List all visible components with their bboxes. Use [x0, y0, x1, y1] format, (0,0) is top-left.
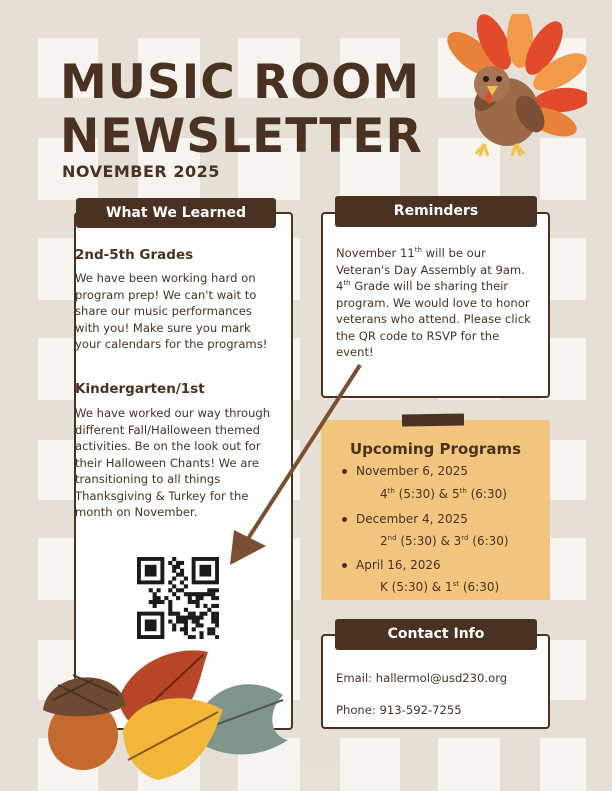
reminders-heading: Reminders	[335, 196, 537, 227]
contact-phone: Phone: 913-592-7255	[336, 703, 462, 717]
section1-title: 2nd-5th Grades	[75, 247, 194, 263]
title-line-2: NEWSLETTER	[60, 109, 423, 164]
qr-code-icon	[137, 557, 219, 639]
page-title	[60, 56, 423, 164]
turkey-icon	[432, 14, 587, 164]
program-item: December 4, 2025	[342, 512, 468, 526]
title-line-1: MUSIC ROOM	[60, 55, 420, 110]
contact-email[interactable]: Email: hallermol@usd230.org	[336, 671, 508, 685]
section2-title: Kindergarten/1st	[75, 381, 205, 397]
program-item: April 16, 2026	[342, 558, 441, 572]
learned-heading: What We Learned	[76, 198, 276, 228]
program-grades: 4th (5:30) & 5th (6:30)	[380, 487, 507, 501]
acorn-icon	[43, 675, 126, 770]
program-grades: 2nd (5:30) & 3rd (6:30)	[380, 534, 509, 548]
arrow-icon	[220, 360, 370, 570]
program-item: November 6, 2025	[342, 464, 468, 478]
program-grades: K (5:30) & 1st (6:30)	[380, 580, 500, 594]
contact-heading: Contact Info	[335, 619, 537, 650]
section2-text: We have worked our way through different Fall/Halloween themed activities. Be on the look out for their Halloween Chants! We are transitioning to all things Thanksgiving & Turkey for the month on November.	[75, 406, 271, 519]
section1-text: We have been working hard on program prep! We can't wait to share our music performances with you! Make sure you mark your calendars for the programs!	[75, 271, 268, 351]
rsvp-qr-code[interactable]	[137, 557, 219, 639]
newsletter-date: NOVEMBER 2025	[62, 162, 220, 181]
reminders-text: November 11th will be our Veteran's Day Assembly at 9am. 4th Grade will be sharing their program. We would love to honor veterans who attend. Please click the QR code to RSVP for the event!	[336, 246, 531, 359]
programs-heading: Upcoming Programs	[349, 440, 522, 458]
autumn-leaves	[38, 640, 298, 790]
tape-decoration	[402, 413, 464, 426]
